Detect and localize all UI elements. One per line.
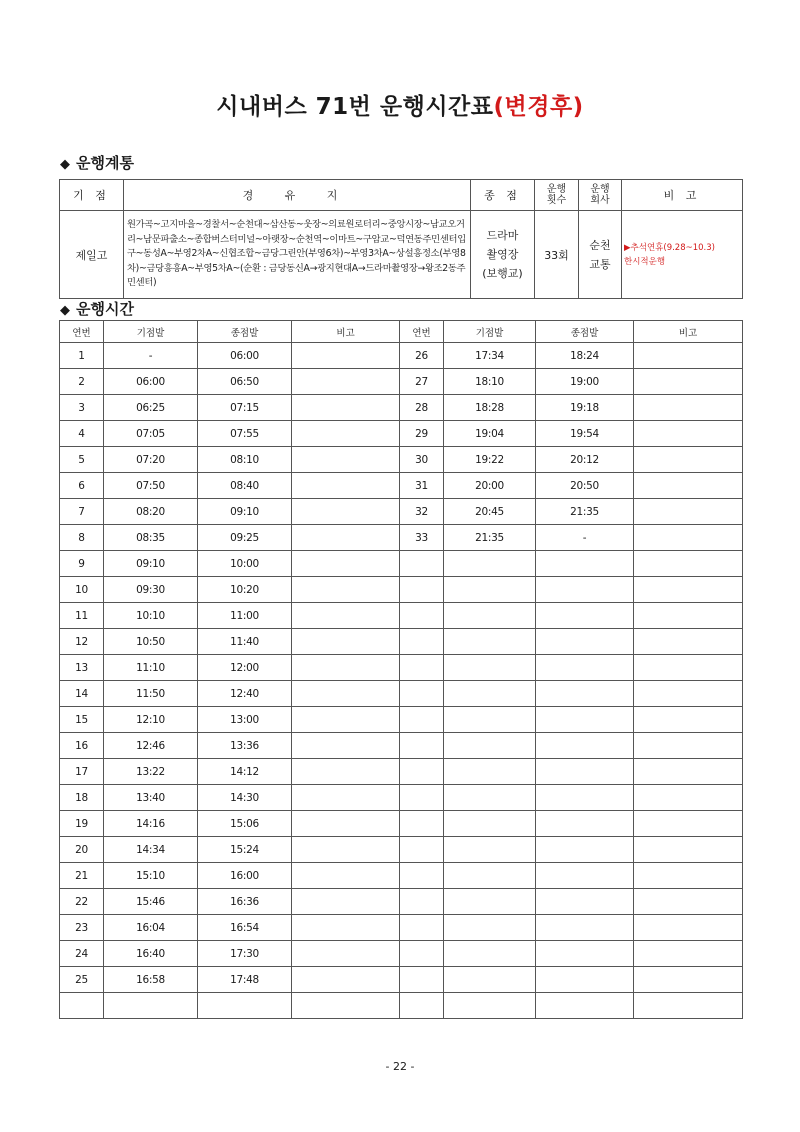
cell-right-no <box>400 993 444 1019</box>
cell-left-start: 13:40 <box>104 785 198 811</box>
cell-right-end <box>536 603 634 629</box>
header-start-right: 기점발 <box>444 321 536 343</box>
table-row <box>60 447 743 473</box>
cell-left-no: 9 <box>60 551 104 577</box>
cell-right-no <box>400 915 444 941</box>
cell-right-note <box>634 603 743 629</box>
cell-left-end: 06:50 <box>198 369 292 395</box>
table-row <box>60 551 743 577</box>
cell-left-note <box>292 447 400 473</box>
cell-right-no <box>400 681 444 707</box>
cell-left-no: 24 <box>60 941 104 967</box>
cell-left-no: 19 <box>60 811 104 837</box>
cell-left-no: 21 <box>60 863 104 889</box>
cell-right-start <box>444 967 536 993</box>
cell-left-end: 10:20 <box>198 577 292 603</box>
cell-left-no: 17 <box>60 759 104 785</box>
cell-left-end: 16:36 <box>198 889 292 915</box>
cell-right-no <box>400 889 444 915</box>
cell-left-start: 10:10 <box>104 603 198 629</box>
cell-right-no <box>400 863 444 889</box>
cell-right-no <box>400 551 444 577</box>
header-end: 종 점 <box>471 180 535 211</box>
route-start: 제일고 <box>60 211 124 299</box>
cell-left-no <box>60 993 104 1019</box>
cell-left-note <box>292 707 400 733</box>
cell-left-start: 08:35 <box>104 525 198 551</box>
cell-right-no: 33 <box>400 525 444 551</box>
table-row <box>60 473 743 499</box>
cell-right-start <box>444 759 536 785</box>
cell-right-start: 20:45 <box>444 499 536 525</box>
cell-left-note <box>292 629 400 655</box>
cell-left-no: 12 <box>60 629 104 655</box>
cell-left-end: 15:24 <box>198 837 292 863</box>
cell-left-end: 12:00 <box>198 655 292 681</box>
table-row <box>60 993 743 1019</box>
cell-left-note <box>292 473 400 499</box>
cell-left-note <box>292 993 400 1019</box>
cell-right-note <box>634 967 743 993</box>
cell-right-no: 27 <box>400 369 444 395</box>
header-note-right: 비고 <box>634 321 743 343</box>
cell-left-no: 20 <box>60 837 104 863</box>
cell-left-note <box>292 499 400 525</box>
cell-left-no: 18 <box>60 785 104 811</box>
cell-right-start <box>444 889 536 915</box>
header-no-left: 연번 <box>60 321 104 343</box>
cell-right-note <box>634 655 743 681</box>
cell-left-end <box>198 993 292 1019</box>
cell-left-start: 12:46 <box>104 733 198 759</box>
cell-left-end: 17:48 <box>198 967 292 993</box>
cell-right-end <box>536 707 634 733</box>
header-note: 비 고 <box>622 180 743 211</box>
cell-left-note <box>292 551 400 577</box>
cell-right-end: 20:50 <box>536 473 634 499</box>
cell-right-start <box>444 837 536 863</box>
cell-right-note <box>634 421 743 447</box>
cell-left-start: 06:25 <box>104 395 198 421</box>
table-row <box>60 629 743 655</box>
cell-right-note <box>634 473 743 499</box>
cell-right-note <box>634 759 743 785</box>
cell-left-no: 3 <box>60 395 104 421</box>
cell-right-note <box>634 811 743 837</box>
cell-left-note <box>292 785 400 811</box>
cell-left-no: 15 <box>60 707 104 733</box>
table-row <box>60 915 743 941</box>
table-row <box>60 369 743 395</box>
cell-left-end: 13:00 <box>198 707 292 733</box>
cell-left-no: 6 <box>60 473 104 499</box>
cell-right-end <box>536 941 634 967</box>
cell-right-end <box>536 967 634 993</box>
cell-left-note <box>292 343 400 369</box>
cell-left-end: 11:00 <box>198 603 292 629</box>
table-row <box>60 785 743 811</box>
cell-left-start: 06:00 <box>104 369 198 395</box>
cell-left-start: 09:10 <box>104 551 198 577</box>
cell-left-start: 13:22 <box>104 759 198 785</box>
cell-right-note <box>634 395 743 421</box>
cell-right-note <box>634 707 743 733</box>
cell-right-note <box>634 915 743 941</box>
route-trips: 33회 <box>535 211 579 299</box>
header-end-right: 종점발 <box>536 321 634 343</box>
table-row <box>60 343 743 369</box>
cell-right-no <box>400 811 444 837</box>
cell-right-start <box>444 915 536 941</box>
table-row <box>60 655 743 681</box>
time-section-heading: ◆ 운행시간 <box>60 300 134 318</box>
cell-right-end <box>536 863 634 889</box>
cell-right-note <box>634 551 743 577</box>
cell-left-start: 11:10 <box>104 655 198 681</box>
cell-left-no: 11 <box>60 603 104 629</box>
header-via: 경 유 지 <box>124 180 471 211</box>
page-number: - 22 - <box>385 1060 415 1073</box>
cell-left-end: 13:36 <box>198 733 292 759</box>
route-table <box>59 179 743 299</box>
cell-left-start: 07:20 <box>104 447 198 473</box>
cell-left-end: 06:00 <box>198 343 292 369</box>
cell-left-note <box>292 863 400 889</box>
cell-right-start: 21:35 <box>444 525 536 551</box>
cell-left-no: 14 <box>60 681 104 707</box>
cell-left-end: 16:54 <box>198 915 292 941</box>
title-main: 시내버스 71번 운행시간표 <box>216 94 494 120</box>
table-row <box>60 603 743 629</box>
cell-right-start <box>444 681 536 707</box>
cell-left-end: 08:10 <box>198 447 292 473</box>
cell-right-no <box>400 603 444 629</box>
diamond-bullet-icon: ◆ <box>60 157 70 172</box>
cell-right-start <box>444 733 536 759</box>
cell-left-note <box>292 759 400 785</box>
table-row <box>60 837 743 863</box>
page-title <box>0 88 800 121</box>
table-row <box>60 733 743 759</box>
cell-left-end: 07:55 <box>198 421 292 447</box>
cell-left-end: 07:15 <box>198 395 292 421</box>
header-start-left: 기점발 <box>104 321 198 343</box>
cell-right-no: 29 <box>400 421 444 447</box>
cell-right-start <box>444 941 536 967</box>
cell-left-end: 09:25 <box>198 525 292 551</box>
cell-left-note <box>292 421 400 447</box>
cell-right-start <box>444 603 536 629</box>
cell-right-note <box>634 837 743 863</box>
cell-left-no: 4 <box>60 421 104 447</box>
cell-right-no <box>400 577 444 603</box>
cell-left-no: 7 <box>60 499 104 525</box>
cell-right-no: 28 <box>400 395 444 421</box>
cell-left-end: 12:40 <box>198 681 292 707</box>
cell-right-no: 30 <box>400 447 444 473</box>
timetable <box>59 320 743 1019</box>
cell-left-end: 14:30 <box>198 785 292 811</box>
cell-right-end <box>536 759 634 785</box>
table-row <box>60 395 743 421</box>
cell-right-start <box>444 629 536 655</box>
cell-left-end: 11:40 <box>198 629 292 655</box>
cell-right-note <box>634 733 743 759</box>
cell-right-end <box>536 681 634 707</box>
cell-left-no: 2 <box>60 369 104 395</box>
cell-right-end <box>536 655 634 681</box>
cell-right-end <box>536 837 634 863</box>
cell-left-no: 5 <box>60 447 104 473</box>
cell-left-end: 15:06 <box>198 811 292 837</box>
cell-right-end <box>536 551 634 577</box>
cell-right-note <box>634 629 743 655</box>
cell-left-note <box>292 577 400 603</box>
cell-left-start: 09:30 <box>104 577 198 603</box>
table-row <box>60 707 743 733</box>
route-end: 드라마 촬영장 (보행교) <box>471 211 535 299</box>
cell-right-start <box>444 655 536 681</box>
cell-left-note <box>292 525 400 551</box>
table-row <box>60 941 743 967</box>
cell-right-no <box>400 655 444 681</box>
cell-left-note <box>292 889 400 915</box>
cell-left-note <box>292 655 400 681</box>
cell-left-start: 16:58 <box>104 967 198 993</box>
route-header-row <box>60 180 743 211</box>
cell-left-start: 08:20 <box>104 499 198 525</box>
table-row <box>60 889 743 915</box>
cell-left-note <box>292 681 400 707</box>
cell-right-start: 19:04 <box>444 421 536 447</box>
table-row <box>60 863 743 889</box>
table-row <box>60 577 743 603</box>
cell-right-no <box>400 733 444 759</box>
route-row <box>60 211 743 299</box>
cell-left-start: 15:46 <box>104 889 198 915</box>
cell-right-end <box>536 785 634 811</box>
header-end-left: 종점발 <box>198 321 292 343</box>
cell-right-start: 18:10 <box>444 369 536 395</box>
title-highlight: (변경후) <box>493 94 584 120</box>
cell-right-no <box>400 629 444 655</box>
cell-left-note <box>292 811 400 837</box>
cell-right-no <box>400 759 444 785</box>
cell-right-note <box>634 681 743 707</box>
cell-left-note <box>292 603 400 629</box>
cell-left-start: 12:10 <box>104 707 198 733</box>
cell-left-end: 14:12 <box>198 759 292 785</box>
cell-left-start <box>104 993 198 1019</box>
cell-left-end: 09:10 <box>198 499 292 525</box>
cell-right-end <box>536 577 634 603</box>
table-row <box>60 421 743 447</box>
cell-right-start <box>444 785 536 811</box>
cell-right-start <box>444 811 536 837</box>
cell-left-note <box>292 915 400 941</box>
cell-right-note <box>634 343 743 369</box>
cell-right-end: 20:12 <box>536 447 634 473</box>
cell-right-start: 18:28 <box>444 395 536 421</box>
table-row <box>60 499 743 525</box>
cell-left-no: 23 <box>60 915 104 941</box>
cell-right-note <box>634 499 743 525</box>
route-via: 원가곡~고지마을~경찰서~순천대~삼산동~웃장~의료원로터리~중앙시장~남교오거리~남문파출소~종합버스터미널~아랫장~순천역~이마트~구암교~덕연동주민센터입구~동성A~부영2차A~신협조합~금당그린안(부영6차)~부영3차A~상설흥정소(부영8차)~금당흥흥A~부영5차A~(순환 : 금당동신A→광지현대A→드라마촬영장→왕조2동주민센터) <box>124 211 471 299</box>
cell-right-end: 21:35 <box>536 499 634 525</box>
route-note: ▶추석연휴(9.28~10.3) 한시적운행 <box>622 211 743 299</box>
cell-left-end: 17:30 <box>198 941 292 967</box>
cell-right-no <box>400 941 444 967</box>
cell-left-no: 22 <box>60 889 104 915</box>
cell-left-note <box>292 369 400 395</box>
cell-right-start: 17:34 <box>444 343 536 369</box>
cell-left-note <box>292 837 400 863</box>
cell-right-note <box>634 785 743 811</box>
timetable-header-row <box>60 321 743 343</box>
cell-right-no: 26 <box>400 343 444 369</box>
route-section-heading: ◆ 운행계통 <box>60 154 134 172</box>
cell-right-start <box>444 863 536 889</box>
cell-left-no: 8 <box>60 525 104 551</box>
cell-left-start: 11:50 <box>104 681 198 707</box>
cell-right-no <box>400 837 444 863</box>
cell-right-note <box>634 369 743 395</box>
cell-left-note <box>292 941 400 967</box>
table-row <box>60 811 743 837</box>
cell-right-note <box>634 941 743 967</box>
cell-right-end <box>536 811 634 837</box>
cell-right-no <box>400 707 444 733</box>
cell-left-no: 1 <box>60 343 104 369</box>
cell-right-end: 18:24 <box>536 343 634 369</box>
cell-right-start <box>444 551 536 577</box>
cell-right-note <box>634 525 743 551</box>
cell-right-note <box>634 577 743 603</box>
cell-right-no: 31 <box>400 473 444 499</box>
cell-right-end: - <box>536 525 634 551</box>
cell-left-start: 10:50 <box>104 629 198 655</box>
cell-left-note <box>292 733 400 759</box>
cell-right-start <box>444 707 536 733</box>
cell-right-start <box>444 993 536 1019</box>
cell-right-end <box>536 629 634 655</box>
cell-right-end <box>536 993 634 1019</box>
header-trips: 운행 횟수 <box>535 180 579 211</box>
cell-left-start: 14:34 <box>104 837 198 863</box>
cell-left-no: 25 <box>60 967 104 993</box>
cell-left-start: 07:50 <box>104 473 198 499</box>
cell-left-no: 10 <box>60 577 104 603</box>
cell-left-end: 16:00 <box>198 863 292 889</box>
cell-left-start: 07:05 <box>104 421 198 447</box>
cell-left-start: - <box>104 343 198 369</box>
cell-right-start: 20:00 <box>444 473 536 499</box>
cell-right-no <box>400 967 444 993</box>
cell-right-note <box>634 447 743 473</box>
cell-left-start: 16:04 <box>104 915 198 941</box>
cell-left-end: 10:00 <box>198 551 292 577</box>
cell-right-end: 19:18 <box>536 395 634 421</box>
cell-right-start: 19:22 <box>444 447 536 473</box>
cell-left-start: 16:40 <box>104 941 198 967</box>
cell-left-note <box>292 395 400 421</box>
cell-right-note <box>634 863 743 889</box>
cell-right-end <box>536 889 634 915</box>
cell-left-start: 14:16 <box>104 811 198 837</box>
cell-right-end: 19:54 <box>536 421 634 447</box>
diamond-bullet-icon: ◆ <box>60 303 70 318</box>
header-note-left: 비고 <box>292 321 400 343</box>
route-company: 순천 교통 <box>579 211 622 299</box>
cell-left-no: 16 <box>60 733 104 759</box>
header-company: 운행 회사 <box>579 180 622 211</box>
cell-right-note <box>634 889 743 915</box>
cell-right-end <box>536 915 634 941</box>
cell-right-note <box>634 993 743 1019</box>
cell-right-end <box>536 733 634 759</box>
cell-right-no: 32 <box>400 499 444 525</box>
table-row <box>60 681 743 707</box>
cell-right-no <box>400 785 444 811</box>
cell-left-end: 08:40 <box>198 473 292 499</box>
table-row <box>60 525 743 551</box>
cell-right-start <box>444 577 536 603</box>
header-start: 기 점 <box>60 180 124 211</box>
header-no-right: 연번 <box>400 321 444 343</box>
cell-right-end: 19:00 <box>536 369 634 395</box>
cell-left-no: 13 <box>60 655 104 681</box>
cell-left-start: 15:10 <box>104 863 198 889</box>
table-row <box>60 759 743 785</box>
cell-left-note <box>292 967 400 993</box>
table-row <box>60 967 743 993</box>
